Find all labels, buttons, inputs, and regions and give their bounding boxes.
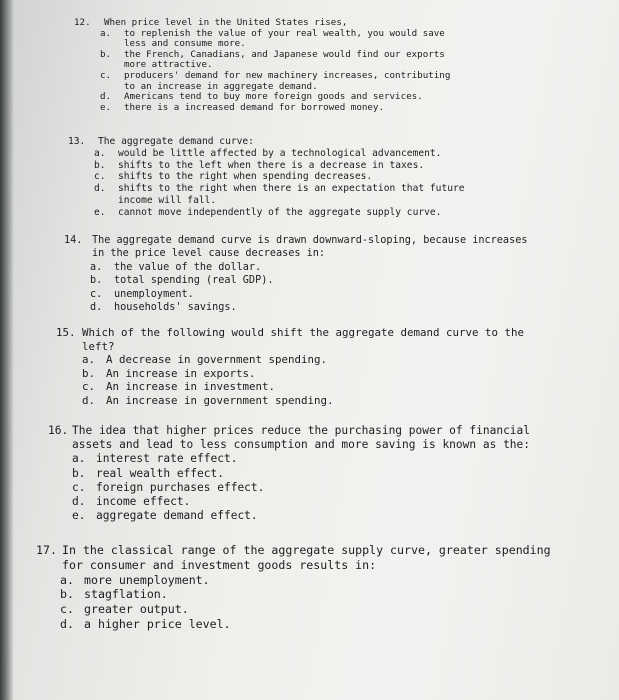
answer-option-line xyxy=(68,148,465,160)
answer-option-text: An increase in government spending. xyxy=(106,393,334,407)
answer-option-text: shifts to the right when spending decreases. xyxy=(118,171,373,183)
question-stem-line xyxy=(36,543,551,558)
answer-option-text: the value of the dollar. xyxy=(114,261,262,273)
answer-option-text: income will fall. xyxy=(118,194,217,206)
question-number-indent xyxy=(48,438,72,452)
question-14 xyxy=(64,234,527,314)
question-12 xyxy=(74,18,450,113)
answer-option-line xyxy=(68,160,465,172)
answer-option-letter: e. xyxy=(94,206,106,218)
answer-option-line xyxy=(36,617,551,632)
answer-option-line xyxy=(74,71,450,82)
answer-option-line xyxy=(56,367,524,381)
question-stem-text: In the classical range of the aggregate supply curve, greater spending xyxy=(62,543,551,557)
question-stem-line xyxy=(56,326,524,340)
question-stem-line xyxy=(36,558,551,573)
question-stem-text: When price level in the United States rises, xyxy=(104,17,348,28)
answer-option-line xyxy=(68,171,465,183)
answer-option-text: real wealth effect. xyxy=(96,466,224,480)
answer-option-letter: a. xyxy=(94,147,106,159)
answer-option-letter: d. xyxy=(90,302,103,314)
answer-option-text: income effect. xyxy=(96,495,191,509)
answer-option-letter: c. xyxy=(60,602,74,617)
answer-option-letter: b. xyxy=(82,366,96,380)
answer-option-text: shifts to the right when there is an expectation that future xyxy=(118,183,465,195)
question-stem-text: in the price level cause decreases in: xyxy=(92,248,326,260)
answer-option-line xyxy=(36,573,551,588)
answer-option-line xyxy=(48,495,530,509)
answer-option-letter: d. xyxy=(60,616,74,631)
question-number: 17. xyxy=(36,543,57,557)
answer-option-line xyxy=(48,481,530,495)
answer-option-text: more attractive. xyxy=(124,59,213,71)
answer-option-letter: c. xyxy=(82,380,96,394)
answer-option-line xyxy=(56,380,524,394)
answer-option-line xyxy=(56,353,524,367)
answer-option-letter: b. xyxy=(94,159,106,171)
answer-option-text: to replenish the value of your real wealth, you would save xyxy=(124,27,445,39)
question-number-indent xyxy=(36,558,62,573)
answer-option-line xyxy=(64,301,527,314)
question-number-indent xyxy=(64,247,92,260)
answer-option-letter: a. xyxy=(90,261,103,273)
answer-option-text: to an increase in aggregate demand. xyxy=(124,80,318,92)
answer-option-line xyxy=(36,602,551,617)
answer-option-line xyxy=(48,452,530,466)
question-stem-text: for consumer and investment goods results in: xyxy=(62,557,377,572)
question-stem-line xyxy=(64,247,527,260)
answer-option-line xyxy=(48,467,530,481)
answer-option-letter: a. xyxy=(82,353,96,367)
question-stem-line xyxy=(64,234,527,247)
answer-option-text: unemployment. xyxy=(114,288,194,300)
answer-option-line xyxy=(68,183,465,195)
question-number: 15. xyxy=(56,326,76,339)
answer-option-line xyxy=(64,288,527,301)
question-stem-text: The aggregate demand curve is drawn downward-sloping, because increases xyxy=(92,235,528,246)
answer-option-letter: a. xyxy=(100,27,112,39)
answer-option-line xyxy=(48,509,530,523)
question-15 xyxy=(56,326,524,408)
answer-option-line xyxy=(64,274,527,287)
question-stem-text: left? xyxy=(82,339,115,353)
answer-option-letter: b. xyxy=(90,275,103,287)
answer-option-text: households' savings. xyxy=(114,302,237,314)
answer-option-line xyxy=(56,394,524,408)
answer-option-text: producers' demand for new machinery increases, contributing xyxy=(124,69,451,81)
question-17 xyxy=(36,543,551,632)
answer-option-letter: e. xyxy=(100,101,112,113)
answer-option-text: more unemployment. xyxy=(84,572,210,587)
answer-option-text: greater output. xyxy=(84,602,189,617)
answer-option-text: the French, Canadians, and Japanese would find our exports xyxy=(124,48,445,60)
answer-option-letter: b. xyxy=(100,48,112,60)
question-number: 12. xyxy=(74,17,91,28)
answer-option-text: would be little affected by a technological advancement. xyxy=(118,147,442,159)
question-stem-text: assets and lead to less consumption and more saving is known as the: xyxy=(72,438,531,452)
answer-option-letter: d. xyxy=(72,495,86,509)
question-stem-text: The idea that higher prices reduce the purchasing power of financial xyxy=(72,424,531,437)
answer-option-text: foreign purchases effect. xyxy=(96,480,265,494)
question-number: 14. xyxy=(64,235,83,246)
answer-option-text: A decrease in government spending. xyxy=(106,353,328,367)
question-stem-line xyxy=(48,424,530,438)
answer-option-text: An increase in exports. xyxy=(106,366,256,380)
answer-option-text: total spending (real GDP). xyxy=(114,275,274,287)
answer-option-line xyxy=(68,207,465,219)
answer-option-letter: d. xyxy=(82,393,96,407)
answer-option-letter: c. xyxy=(72,480,86,494)
answer-option-text: aggregate demand effect. xyxy=(96,509,258,523)
answer-option-letter: d. xyxy=(100,91,112,103)
question-stem-text: Which of the following would shift the aggregate demand curve to the xyxy=(82,326,525,339)
question-stem-line xyxy=(74,18,450,29)
question-stem-text: The aggregate demand curve: xyxy=(98,136,254,147)
answer-option-text: a higher price level. xyxy=(84,616,231,631)
question-16 xyxy=(48,424,530,523)
answer-option-letter: b. xyxy=(60,587,74,602)
answer-option-text: shifts to the left when there is a decrease in taxes. xyxy=(118,159,425,171)
question-number: 16. xyxy=(48,424,69,437)
answer-option-letter: c. xyxy=(90,288,103,300)
answer-option-text: cannot move independently of the aggregate supply curve. xyxy=(118,206,442,218)
answer-option-line xyxy=(74,103,450,114)
answer-option-text: interest rate effect. xyxy=(96,452,238,466)
answer-option-text: less and consume more. xyxy=(124,38,246,50)
answer-option-indent xyxy=(94,195,118,207)
answer-option-letter: c. xyxy=(94,171,106,183)
answer-option-letter: a. xyxy=(72,452,86,466)
answer-option-letter: d. xyxy=(94,183,106,195)
answer-option-line xyxy=(68,195,465,207)
question-number-indent xyxy=(56,340,82,354)
answer-option-text: Americans tend to buy more foreign goods and services. xyxy=(124,91,423,103)
question-stem-line xyxy=(56,340,524,354)
answer-option-letter: e. xyxy=(72,509,86,523)
answer-option-letter: c. xyxy=(100,69,112,81)
question-stem-line xyxy=(48,438,530,452)
answer-option-text: An increase in investment. xyxy=(106,380,276,394)
answer-option-line xyxy=(64,261,527,274)
answer-option-line xyxy=(36,587,551,602)
question-13 xyxy=(68,136,465,219)
question-stem-line xyxy=(68,136,465,148)
answer-option-text: there is a increased demand for borrowed money. xyxy=(124,101,384,113)
page-edge-shadow xyxy=(0,0,14,700)
answer-option-letter: a. xyxy=(60,572,74,587)
answer-option-letter: b. xyxy=(72,466,86,480)
question-number: 13. xyxy=(68,136,86,147)
answer-option-text: stagflation. xyxy=(84,587,168,602)
